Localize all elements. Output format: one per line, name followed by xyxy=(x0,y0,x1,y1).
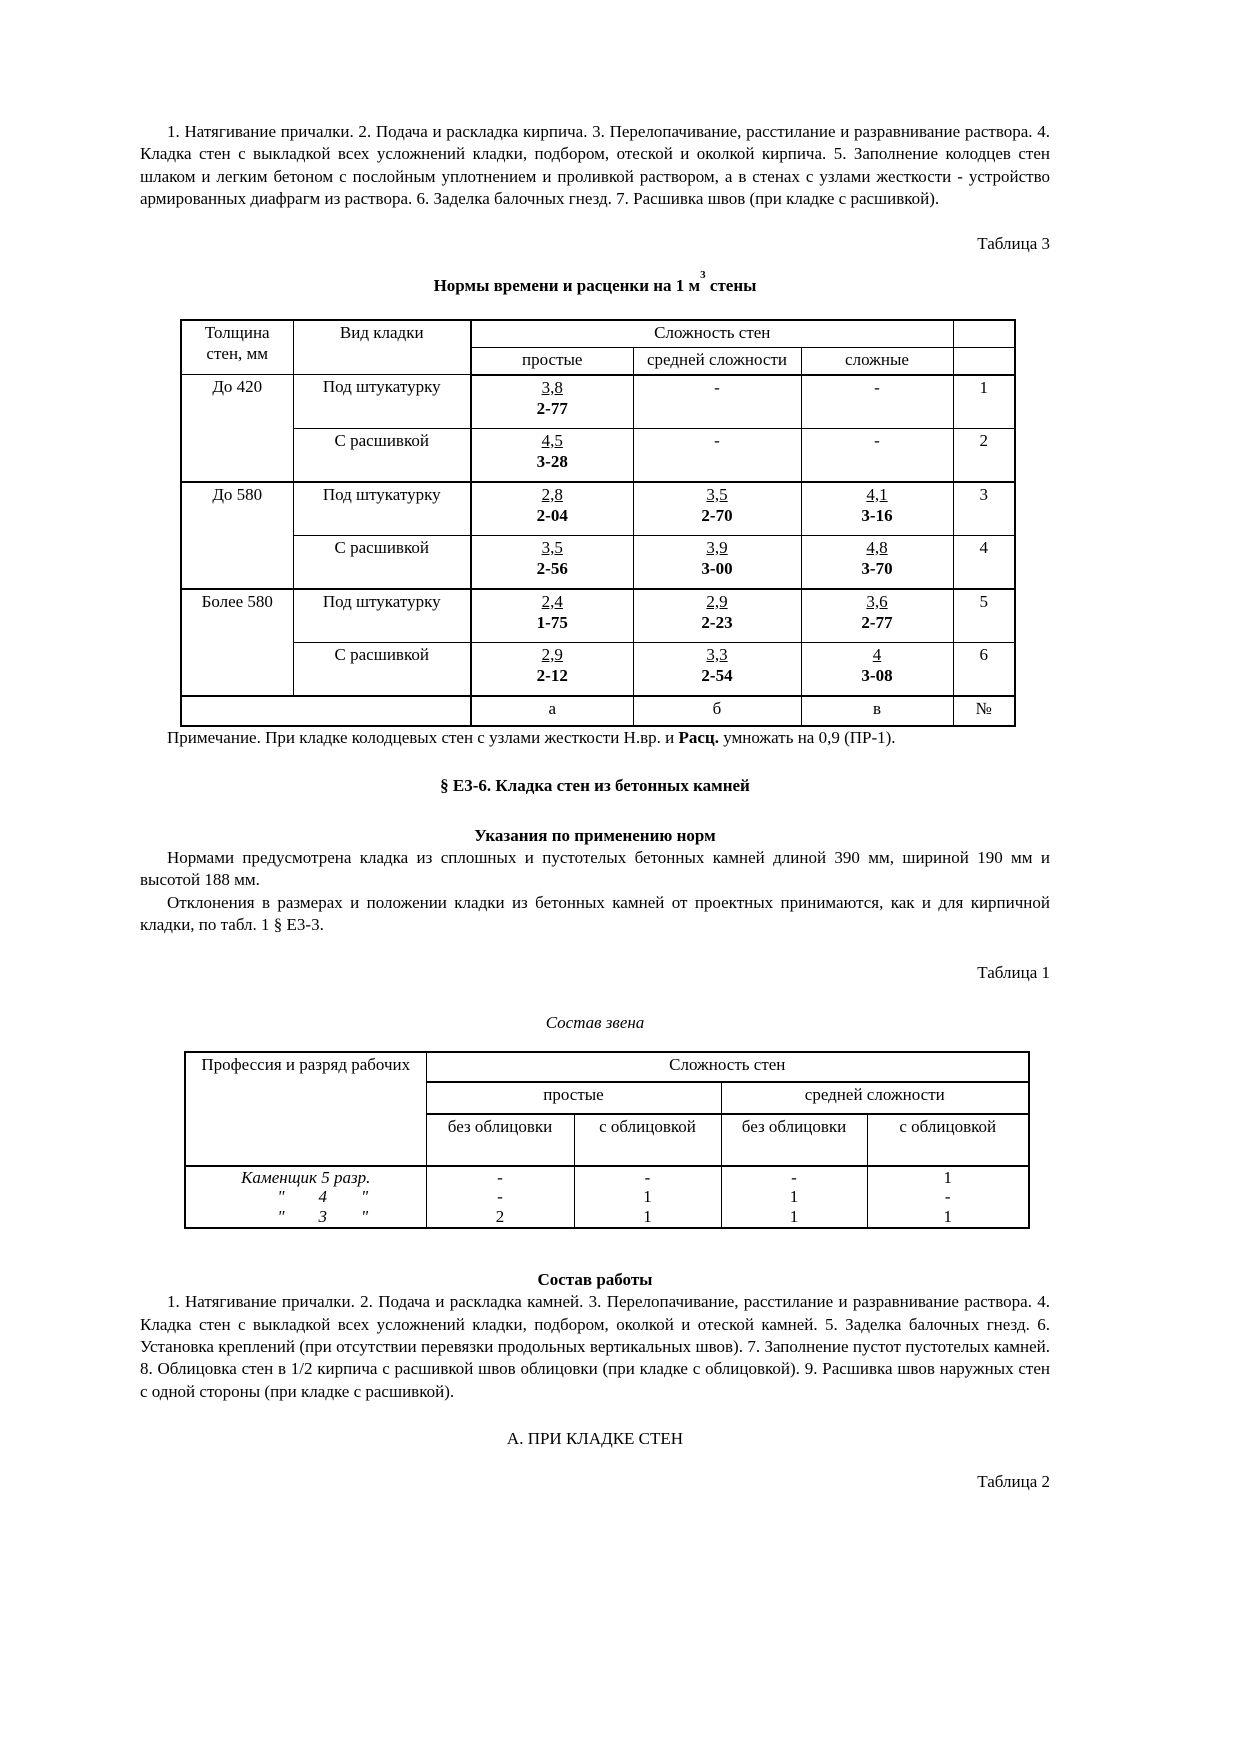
norm-value: 2,9 xyxy=(706,591,728,611)
brick-work-composition-paragraph: 1. Натягивание причалки. 2. Подача и раскладка кирпича. 3. Перелопачивание, расстилание и разравнивание раствора. 4. Кладка стен с выкладкой всех усложнений кладки, подбором, отеской и околкой кирпича. 5. Заполнение колодцев стен шлаком и легким бетоном с послойным уплотнением и проливкой раствором, а в стенах с узлами жесткости - устройство армированных диафрагм из раствора. 6. Заделка балочных гнезд. 7. Расшивка швов (при кладке с расшивкой). xyxy=(140,122,1050,209)
t3-kind-cell: С расшивкой xyxy=(293,535,471,589)
subsection-heading: Указания по применению норм xyxy=(474,826,716,846)
table2-label: Таблица 2 xyxy=(977,1472,1050,1492)
table3-title-superscript: 3 xyxy=(700,268,706,281)
t3-row-number: 4 xyxy=(953,535,1015,589)
t3-value-cell xyxy=(801,482,953,536)
t3-header-empty-bottom xyxy=(953,347,1015,375)
norm-value: 4,8 xyxy=(866,537,888,557)
crew-count: 1 xyxy=(943,1167,952,1187)
t3-kind-cell: Под штукатурку xyxy=(293,375,471,429)
norm-value: 3,6 xyxy=(866,591,888,611)
rate-value: 3-16 xyxy=(861,505,893,525)
stone-work-composition-paragraph: 1. Натягивание причалки. 2. Подача и раскладка камней. 3. Перелопачивание, расстилание и разравнивание раствора. 4. Кладка стен с выкладкой всех усложнений кладки, подбором, околкой и отеской камней. 5. Заделка балочных гнезд. 6. Установка креплений (при отсутствии перевязки продольных вертикальных швов). 7. Заполнение пустот пустотелых камней. 8. Облицовка стен в 1/2 кирпича с расшивкой швов облицовки (при кладке с облицовкой). 9. Расшивка швов наружных стен с одной стороны (при кладке с расшивкой). xyxy=(140,1292,1050,1401)
t3-kind-cell: Под штукатурку xyxy=(293,482,471,536)
t3-thickness-cell: До 580 xyxy=(181,482,293,589)
t3-footer-empty xyxy=(181,696,471,726)
t3-value-cell: - xyxy=(633,428,801,482)
t3-value-cell xyxy=(801,642,953,696)
rate-value: 2-56 xyxy=(536,558,568,578)
t3-value-cell xyxy=(471,375,633,429)
section-heading: § Е3-6. Кладка стен из бетонных камней xyxy=(440,776,750,796)
t3-thickness-cell: Более 580 xyxy=(181,589,293,696)
crew-count: 2 xyxy=(495,1206,505,1226)
norm-value: 3,8 xyxy=(541,377,563,397)
t3-value-cell xyxy=(633,535,801,589)
t3-kind-cell: С расшивкой xyxy=(293,428,471,482)
note-text-tail: умножать на 0,9 (ПР-1). xyxy=(718,727,896,747)
rate-value: 2-77 xyxy=(536,398,568,418)
rate-value: 1-75 xyxy=(536,612,568,632)
profession-line: " 4 " xyxy=(243,1187,369,1207)
t3-row-number: 3 xyxy=(953,482,1015,536)
rate-value: 3-28 xyxy=(536,451,568,471)
note-text: Примечание. При кладке колодцевых стен с узлами жесткости Н.вр. и xyxy=(167,727,679,747)
crew-count: 1 xyxy=(643,1187,652,1207)
section-a-heading: А. ПРИ КЛАДКЕ СТЕН xyxy=(506,1429,684,1449)
norms-rates-table xyxy=(180,319,1016,727)
crew-count: - xyxy=(497,1187,503,1207)
table1-label: Таблица 1 xyxy=(977,962,1050,982)
crew-count: - xyxy=(791,1167,797,1187)
t3-footer-col-letter: а xyxy=(471,696,633,726)
t3-value-cell: - xyxy=(801,375,953,429)
table3-title xyxy=(140,268,1050,297)
t3-footer-col-letter: в xyxy=(801,696,953,726)
table3-label: Таблица 3 xyxy=(977,233,1050,253)
t3-value-cell xyxy=(801,589,953,643)
rate-value: 2-54 xyxy=(701,665,733,685)
t1-count-cell xyxy=(867,1166,1029,1229)
t3-value-cell: - xyxy=(801,428,953,482)
t1-count-cell xyxy=(721,1166,867,1229)
crew-count: - xyxy=(497,1167,503,1187)
crew-count: 1 xyxy=(789,1206,799,1226)
t3-value-cell xyxy=(471,428,633,482)
t3-row-number: 1 xyxy=(953,375,1015,429)
norm-value: 3,3 xyxy=(706,644,728,664)
crew-composition-table xyxy=(184,1051,1030,1230)
t3-value-cell xyxy=(801,535,953,589)
t3-header-complexity: Сложность стен xyxy=(471,320,953,348)
norm-value: 4,5 xyxy=(541,430,563,450)
t3-value-cell xyxy=(471,642,633,696)
rate-value: 2-04 xyxy=(536,505,568,525)
t3-value-cell xyxy=(633,642,801,696)
t1-count-cell xyxy=(426,1166,574,1229)
table1-title: Состав звена xyxy=(545,1012,645,1032)
t1-profession-cell xyxy=(185,1166,426,1229)
t3-header-simple: простые xyxy=(471,347,633,375)
t1-header-with-facing-medium: с облицовкой xyxy=(867,1114,1029,1166)
crew-count: - xyxy=(944,1187,951,1207)
t3-thickness-cell: До 420 xyxy=(181,375,293,482)
t3-row-number: 6 xyxy=(953,642,1015,696)
norm-value: 4,1 xyxy=(866,484,888,504)
rate-value: 2-77 xyxy=(861,612,893,632)
t3-footer-col-letter: б xyxy=(633,696,801,726)
rate-value: 2-70 xyxy=(701,505,733,525)
t1-header-without-facing-simple: без облицовки xyxy=(426,1114,574,1166)
table3-title-tail: стены xyxy=(705,275,757,295)
t3-value-cell xyxy=(471,482,633,536)
profession-line: " 3 " xyxy=(243,1206,369,1226)
t3-kind-cell: Под штукатурку xyxy=(293,589,471,643)
t3-footer-number-sign: № xyxy=(953,696,1015,726)
t1-header-profession: Профессия и разряд рабочих xyxy=(185,1052,426,1166)
norm-value: 2,4 xyxy=(541,591,563,611)
t3-header-thickness: Толщина стен, мм xyxy=(181,320,293,375)
crew-count: 1 xyxy=(789,1187,799,1207)
rate-value: 2-12 xyxy=(536,665,568,685)
norm-value: 3,5 xyxy=(706,484,728,504)
norm-value: 2,8 xyxy=(541,484,563,504)
norm-value: 2,9 xyxy=(541,644,563,664)
crew-count: 1 xyxy=(643,1206,652,1226)
t1-header-simple: простые xyxy=(426,1082,721,1114)
t3-value-cell xyxy=(471,535,633,589)
norms-scope-paragraph: Нормами предусмотрена кладка из сплошных и пустотелых бетонных камней длиной 390 мм, шириной 190 мм и высотой 188 мм. xyxy=(140,848,1050,890)
t1-header-without-facing-medium: без облицовки xyxy=(721,1114,867,1166)
rate-value: 3-00 xyxy=(701,558,733,578)
rate-value: 3-70 xyxy=(861,558,893,578)
work-composition-heading: Состав работы xyxy=(537,1270,653,1290)
t3-value-cell xyxy=(633,589,801,643)
rate-value: 2-23 xyxy=(701,612,733,632)
norm-value: 4 xyxy=(872,644,882,664)
t3-value-cell: - xyxy=(633,375,801,429)
t1-count-cell xyxy=(574,1166,721,1229)
t3-header-kind: Вид кладки xyxy=(293,320,471,375)
profession-line: Каменщик 5 разр. xyxy=(241,1167,371,1187)
t3-kind-cell: С расшивкой xyxy=(293,642,471,696)
note-bold-term: Расц. xyxy=(678,727,719,747)
t1-header-medium: средней сложности xyxy=(721,1082,1029,1114)
t3-value-cell xyxy=(633,482,801,536)
note-paragraph xyxy=(140,727,1050,749)
table3-title-text: Нормы времени и расценки на 1 м xyxy=(433,275,701,295)
t1-header-with-facing-simple: с облицовкой xyxy=(574,1114,721,1166)
t3-row-number: 2 xyxy=(953,428,1015,482)
deviations-paragraph: Отклонения в размерах и положении кладки из бетонных камней от проектных принимаются, как и для кирпичной кладки, по табл. 1 § Е3-3. xyxy=(140,892,1050,935)
t1-header-complexity: Сложность стен xyxy=(426,1052,1029,1082)
t3-header-medium: средней сложности xyxy=(633,347,801,375)
t3-row-number: 5 xyxy=(953,589,1015,643)
rate-value: 3-08 xyxy=(861,665,893,685)
norm-value: 3,9 xyxy=(706,537,728,557)
norm-value: 3,5 xyxy=(541,537,563,557)
t3-header-empty-top xyxy=(953,320,1015,348)
crew-count: - xyxy=(644,1167,651,1187)
crew-count: 1 xyxy=(943,1206,952,1226)
t3-value-cell xyxy=(471,589,633,643)
t3-header-complex: сложные xyxy=(801,347,953,375)
